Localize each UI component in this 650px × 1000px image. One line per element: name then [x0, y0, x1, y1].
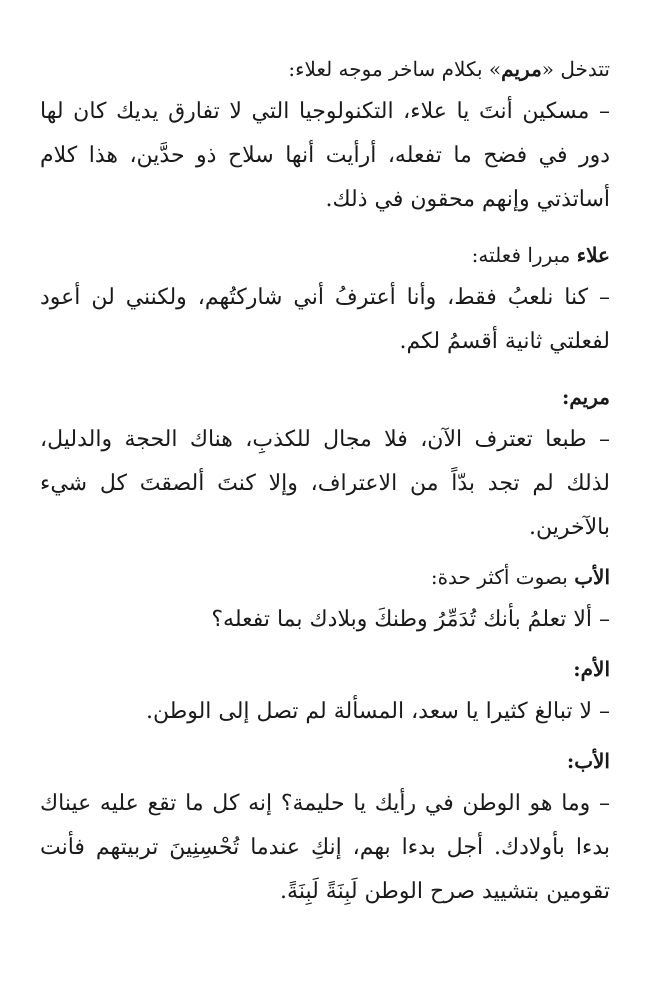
stage-direction-maryam-intervenes: [40, 52, 610, 86]
speech-maryam-2: – طبعا تعترف الآن، فلا مجال للكذبِ، هناك الحجة والدليل، لذلك لم تجد بدّاً من الاعتراف، وإلا كنتَ ألصقتَ كل شيء بالآخرين.: [40, 427, 610, 540]
stage-text: » بكلام ساخر موجه لعلاء:: [288, 57, 502, 81]
document-page: [40, 52, 610, 914]
speech-alaa: – كنا نلعبُ فقط، وأنا أعترفُ أني شاركتُهم، ولكنني لن أعود لفعلتي ثانية أقسمُ لكم.: [40, 285, 610, 354]
stage-direction-maryam: [40, 380, 610, 414]
speaker-name-maryam: مريم: [501, 57, 542, 81]
stage-direction-father: [40, 744, 610, 778]
speech-father-2: – وما هو الوطن في رأيك يا حليمة؟ إنه كل ما تقع عليه عيناك بدءا بأولادك. أجل بدءا بهم، إنكِ عندما تُحْسِنِينَ تربيتهم فأنت تقومين بتشييد صرح الوطن لَبِنَةً لَبِنَةً.: [40, 791, 610, 904]
speech-father-1: – ألا تعلمُ بأنك تُدَمِّرُ وطنكَ وبلادك بما تفعله؟: [211, 607, 610, 632]
stage-text: مبررا فعلته:: [471, 243, 577, 267]
speaker-name-alaa: علاء: [576, 243, 610, 267]
speaker-name-father: الأب:: [566, 749, 610, 773]
stage-direction-mother: [40, 652, 610, 686]
speaker-name-maryam: مريم:: [561, 385, 610, 409]
stage-text: تتدخل «: [541, 57, 610, 81]
speech-maryam-1: – مسكين أنتَ يا علاء، التكنولوجيا التي لا تفارق يديك كان لها دور في فضح ما تفعله، أرأيت أنها سلاح ذو حدَّين، هذا كلام أساتذتي وإنهم محقون في ذلك.: [40, 99, 610, 212]
stage-direction-father-sharp: [40, 560, 610, 594]
speech-mother: – لا تبالغ كثيرا يا سعد، المسألة لم تصل إلى الوطن.: [145, 699, 610, 724]
stage-text: بصوت أكثر حدة:: [430, 565, 575, 589]
speaker-name-father: الأب: [574, 565, 610, 589]
stage-direction-alaa: [40, 238, 610, 272]
speaker-name-mother: الأم:: [573, 657, 610, 681]
